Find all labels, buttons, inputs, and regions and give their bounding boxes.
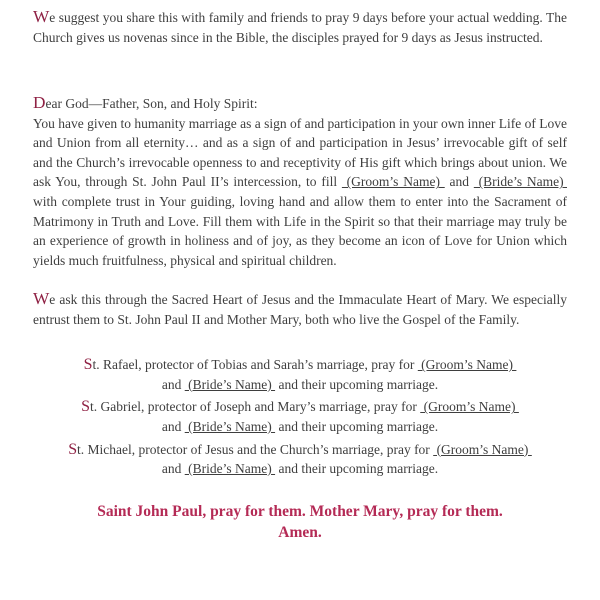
petition-text: t. Rafael, protector of Tobias and Sarah’s marriage, pray for	[92, 357, 418, 373]
groom-name-blank: (Groom’s Name)	[341, 174, 445, 190]
petition-line-1	[33, 440, 567, 460]
petition-text: and their upcoming marriage.	[275, 461, 439, 477]
saint-petitions	[33, 355, 567, 478]
prayer-paragraph	[33, 94, 567, 270]
petition-line-2	[33, 417, 567, 437]
prayer-body-end: with complete trust in Your guiding, loving hand and allow them to enter into the Sacrament of Matrimony in Truth and Love. Fill them with Life in the Spirit so that their marriage may truly be an experience of growth in holiness and of joy, as they become an icon of Love for Union which yields much fruitfulness, physical and spiritual children.	[33, 193, 567, 268]
groom-name-blank: (Groom’s Name)	[420, 399, 519, 415]
petition-initial: S	[68, 440, 78, 458]
bride-name-blank: (Bride’s Name)	[184, 419, 276, 434]
petition-line-1	[33, 355, 567, 375]
entrustment-paragraph	[33, 290, 567, 329]
intro-text: e suggest you share this with family and friends to pray 9 days before your actual wedding. The Church gives us novenas since in the Bible, the disciples prayed for 9 days as Jesus instructed.	[33, 10, 567, 45]
intro-paragraph	[33, 8, 567, 47]
intro-initial: W	[33, 7, 50, 26]
prayer-salutation: ear God—Father, Son, and Holy Spirit:	[45, 96, 258, 112]
petition-initial: S	[81, 398, 90, 416]
bride-name-blank: (Bride’s Name)	[184, 376, 276, 392]
prayer-body-connector: and	[444, 174, 474, 190]
prayer-initial: D	[33, 93, 46, 113]
bride-name-blank: (Bride’s Name)	[184, 461, 276, 477]
closing-prayer	[33, 501, 567, 544]
prayer-body-start: You have given to humanity marriage as a sign of and participation in your own inner Life of Love and Union from all eternity… and as a sign of and participation in Jesus’ irrevocable gift of self and the Church’s irrevocable openness to and receptivity of His gift which brings about union. We ask You, through St. John Paul II’s intercession, to fill	[33, 115, 567, 190]
closing-line-2: Amen.	[278, 524, 322, 542]
petition-text: t. Gabriel, protector of Joseph and Mary’s marriage, pray for	[89, 399, 421, 415]
petition-initial: S	[83, 356, 93, 374]
petition-text: and	[161, 461, 185, 477]
entrustment-initial: W	[33, 289, 50, 309]
bride-name-blank: (Bride’s Name)	[473, 174, 567, 190]
petition-line-2	[33, 459, 567, 479]
entrustment-text: e ask this through the Sacred Heart of Jesus and the Immaculate Heart of Mary. We especially entrust them to St. John Paul II and Mother Mary, both who live the Gospel of the Family.	[33, 292, 567, 327]
petition-text: and	[161, 419, 185, 434]
petition-text: and their upcoming marriage.	[275, 376, 439, 392]
groom-name-blank: (Groom’s Name)	[433, 441, 532, 457]
petition-st-michael	[33, 440, 567, 479]
petition-st-rafael	[33, 355, 567, 394]
petition-text: and their upcoming marriage.	[275, 419, 439, 434]
petition-text: and	[161, 376, 185, 392]
petition-st-gabriel	[33, 397, 567, 436]
petition-line-2	[33, 375, 567, 395]
petition-text: t. Michael, protector of Jesus and the Church’s marriage, pray for	[77, 441, 434, 457]
petition-line-1	[33, 397, 567, 417]
groom-name-blank: (Groom’s Name)	[417, 357, 517, 373]
closing-line-1: Saint John Paul, pray for them. Mother Mary, pray for them.	[97, 502, 503, 520]
